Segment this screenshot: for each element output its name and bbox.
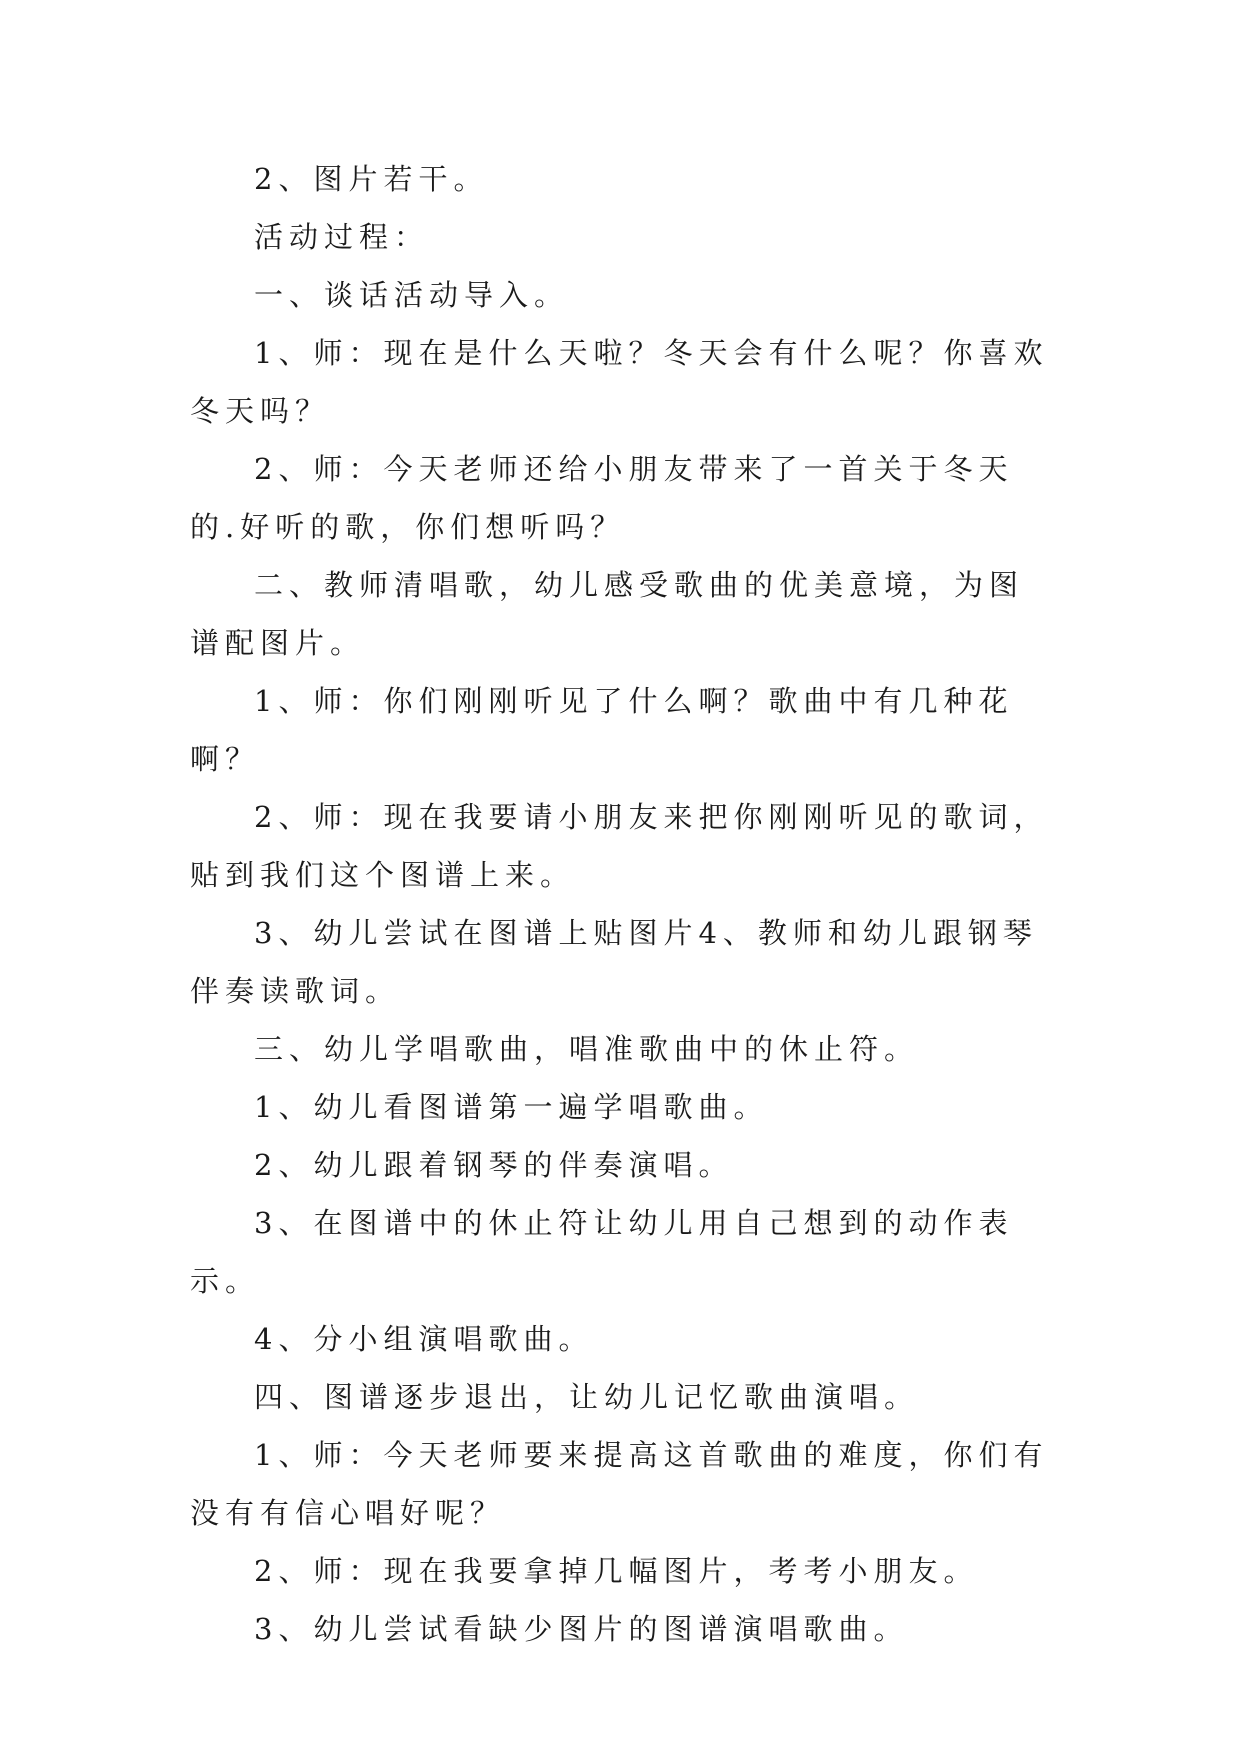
paragraph: 2、师：现在我要请小朋友来把你刚刚听见的歌词，贴到我们这个图谱上来。 [190,800,1049,892]
paragraph: 1、幼儿看图谱第一遍学唱歌曲。 [254,1090,769,1124]
paragraph: 一、谈话活动导入。 [254,278,570,312]
paragraph: 3、幼儿尝试看缺少图片的图谱演唱歌曲。 [254,1612,909,1646]
document-body [190,150,1050,1658]
paragraph: 四、图谱逐步退出，让幼儿记忆歌曲演唱。 [254,1380,920,1414]
paragraph: 4、分小组演唱歌曲。 [254,1322,594,1356]
paragraph: 二、教师清唱歌，幼儿感受歌曲的优美意境，为图谱配图片。 [190,568,1025,660]
paragraph: 1、师：现在是什么天啦？冬天会有什么呢？你喜欢冬天吗？ [190,336,1049,428]
paragraph: 3、在图谱中的休止符让幼儿用自己想到的动作表示。 [190,1206,1014,1298]
paragraph: 三、幼儿学唱歌曲，唱准歌曲中的休止符。 [254,1032,920,1066]
paragraph: 3、幼儿尝试在图谱上贴图片4、教师和幼儿跟钢琴伴奏读歌词。 [190,916,1038,1008]
paragraph: 2、师：今天老师还给小朋友带来了一首关于冬天的.好听的歌，你们想听吗？ [190,452,1014,544]
paragraph: 活动过程： [254,220,430,254]
paragraph: 2、师：现在我要拿掉几幅图片，考考小朋友。 [254,1554,979,1588]
paragraph: 2、幼儿跟着钢琴的伴奏演唱。 [254,1148,734,1182]
paragraph: 2、图片若干。 [254,162,489,196]
paragraph: 1、师：今天老师要来提高这首歌曲的难度，你们有没有有信心唱好呢？ [190,1438,1049,1530]
paragraph: 1、师：你们刚刚听见了什么啊？歌曲中有几种花啊？ [190,684,1014,776]
